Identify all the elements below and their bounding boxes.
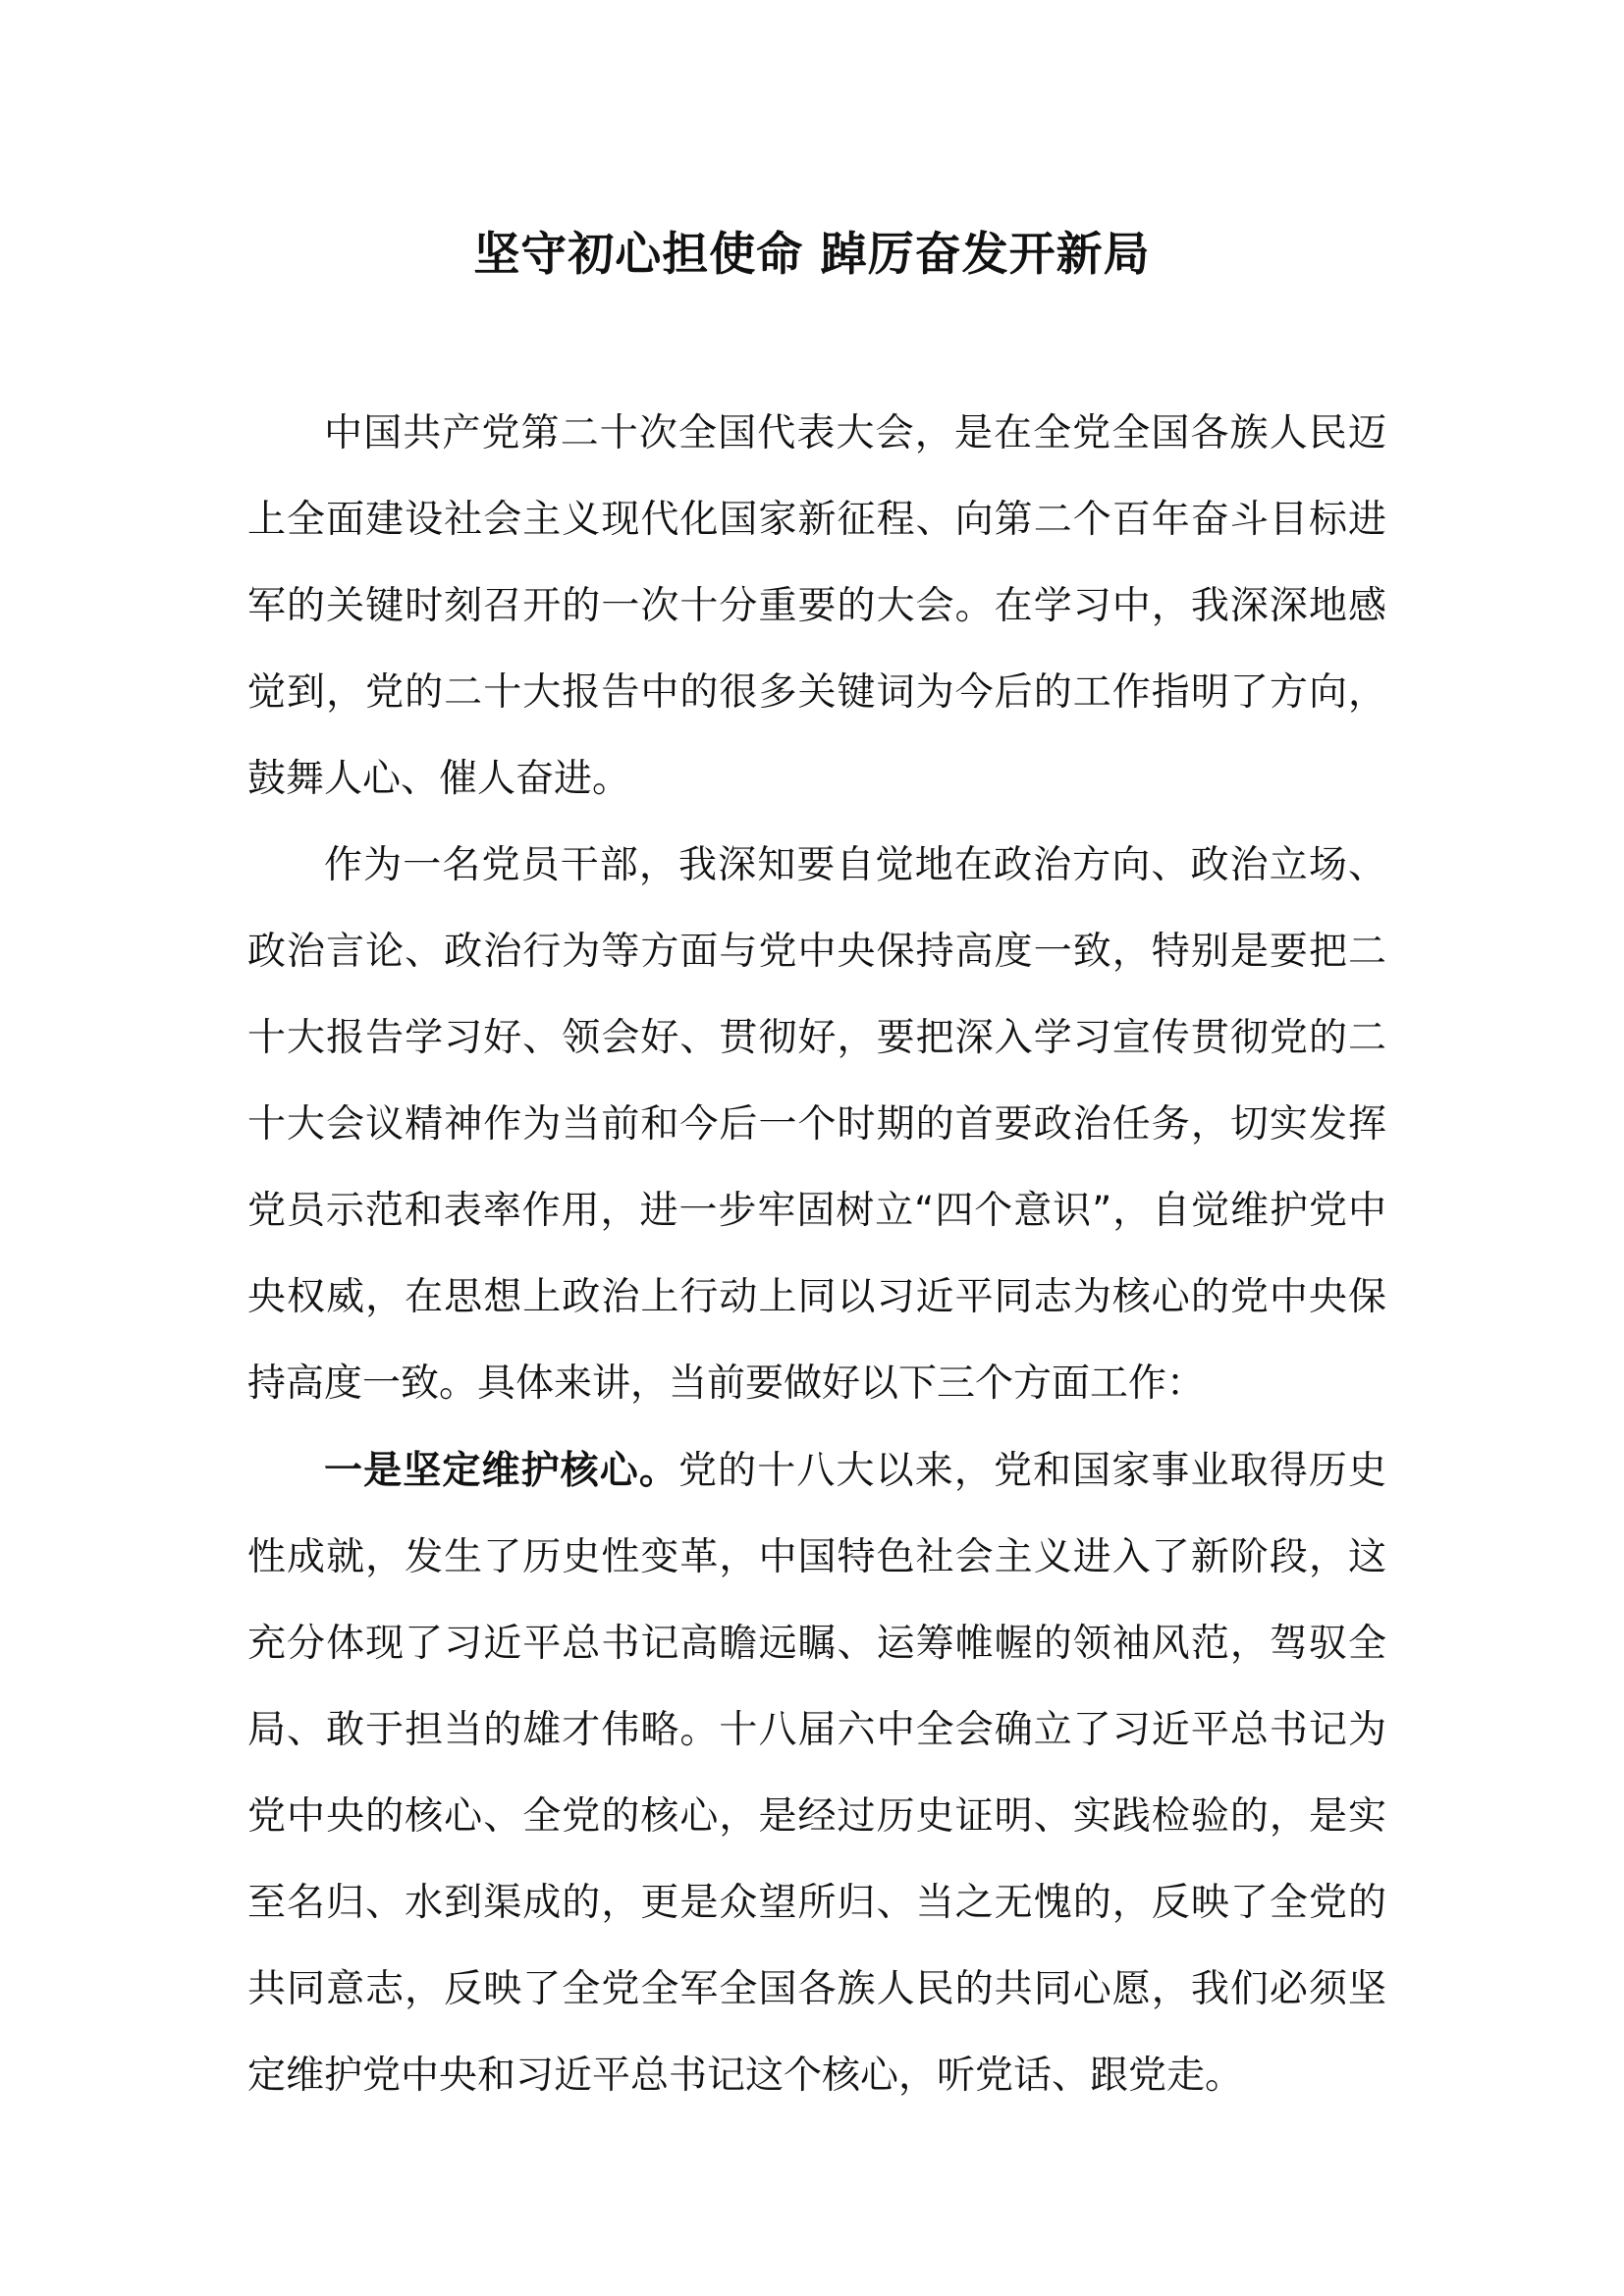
paragraph-text: 中国共产党第二十次全国代表大会，是在全党全国各族人民迈上全面建设社会主义现代化国家新征程、向第二个百年奋斗目标进军的关键时刻召开的一次十分重要的大会。在学习中，我深深地感觉到，党的二十大报告中的很多关键词为今后的工作指明了方向，鼓舞人心、催人奋进。 <box>247 411 1386 801</box>
paragraph <box>247 391 1386 823</box>
document-title: 坚守初心担使命 踔厉奋发开新局 <box>473 228 1151 282</box>
paragraph-lead: 一是坚定维护核心。 <box>324 1449 679 1493</box>
paragraph-text: 作为一名党员干部，我深知要自觉地在政治方向、政治立场、政治言论、政治行为等方面与党中央保持高度一致，特别是要把二十大报告学习好、领会好、贯彻好，要把深入学习宣传贯彻党的二十大会议精神作为当前和今后一个时期的首要政治任务，切实发挥党员示范和表率作用，进一步牢固树立“四个意识”，自觉维护党中央权威，在思想上政治上行动上同以习近平同志为核心的党中央保持高度一致。具体来讲，当前要做好以下三个方面工作： <box>247 843 1386 1406</box>
paragraph-text: 党的十八大以来，党和国家事业取得历史性成就，发生了历史性变革，中国特色社会主义进入了新阶段，这充分体现了习近平总书记高瞻远瞩、运筹帷幄的领袖风范，驾驭全局、敢于担当的雄才伟略。十八届六中全会确立了习近平总书记为党中央的核心、全党的核心，是经过历史证明、实践检验的，是实至名归、水到渠成的，更是众望所归、当之无愧的，反映了全党的共同意志，反映了全党全军全国各族人民的共同心愿，我们必须坚定维护党中央和习近平总书记这个核心，听党话、跟党走。 <box>247 1449 1386 2098</box>
paragraph <box>247 823 1386 1427</box>
paragraph <box>247 1428 1386 2119</box>
